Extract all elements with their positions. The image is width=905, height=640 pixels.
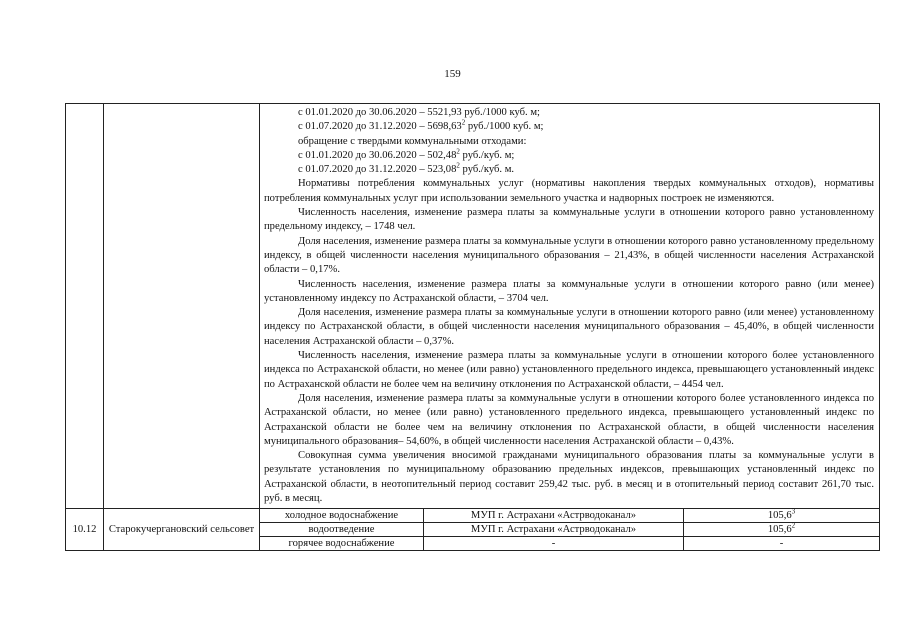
description-text bbox=[260, 104, 879, 508]
paragraph: Численность населения, изменение размера платы за коммунальные услуги в отношении которого более установленного индекса по Астраханской области, но менее (или равно) установленного предельного индекса, превышающего установленный индекс по Астраханской области не более чем на величину отклонения по Астраханской области, – 4454 чел. bbox=[264, 350, 875, 390]
tariff-line: с 01.01.2020 до 30.06.2020 – 5521,93 руб./1000 куб. м; bbox=[298, 107, 540, 118]
table-row bbox=[66, 509, 880, 523]
cell-empty-name bbox=[104, 104, 260, 509]
index-value: 105,6$^2$ bbox=[684, 523, 880, 537]
index-value: - bbox=[684, 537, 880, 551]
provider-name: МУП г. Астрахани «Астрводоканал» bbox=[424, 523, 684, 537]
page-number: 159 bbox=[444, 68, 461, 80]
index-value: 105,6$^3$ bbox=[684, 509, 880, 523]
utility-table bbox=[65, 103, 880, 551]
tariff-line: с 01.01.2020 до 30.06.2020 – 502,48$^2$ руб./куб. м; bbox=[298, 147, 515, 161]
paragraph: Доля населения, изменение размера платы за коммунальные услуги в отношении которого равно (или менее) установленному индексу по Астраханской области, в общей численности населения муниципального образования – 45,40%, в общей численности населения Астраханской области – 0,37%. bbox=[264, 307, 875, 347]
municipality-name: Старокучергановский сельсовет bbox=[104, 509, 260, 551]
service-name: холодное водоснабжение bbox=[260, 509, 424, 523]
cell-description bbox=[260, 104, 880, 509]
paragraph: Нормативы потребления коммунальных услуг (нормативы накопления твердых коммунальных отходов), нормативы потребления коммунальных услуг при использовании земельного участка и надворных построек не изменяются. bbox=[264, 178, 875, 204]
tariff-line: с 01.07.2020 до 31.12.2020 – 523,08$^2$ руб./куб. м. bbox=[298, 161, 515, 176]
paragraph: Численность населения, изменение размера платы за коммунальные услуги в отношении которого равно (или менее) установленному индексу по Астраханской области, – 3704 чел. bbox=[264, 278, 875, 304]
row-number: 10.12 bbox=[66, 509, 104, 551]
paragraph: Доля населения, изменение размера платы за коммунальные услуги в отношении которого более установленного индекса по Астраханской области, но менее (или равно) установленного предельного индекса, превышающего установленный индекс по Астраханской области не более чем на величину отклонения по Астраханской области, в общей численности населения муниципального образования– 54,60%, в общей численности населения Астраханской области – 0,43%. bbox=[264, 392, 875, 447]
cell-empty-num bbox=[66, 104, 104, 509]
service-name: водоотведение bbox=[260, 523, 424, 537]
tariff-line: с 01.07.2020 до 31.12.2020 – 5698,63$^2$ руб./1000 куб. м; bbox=[298, 118, 544, 133]
table-row-continuation bbox=[66, 104, 880, 509]
provider-name: - bbox=[424, 537, 684, 551]
service-name: горячее водоснабжение bbox=[260, 537, 424, 551]
provider-name: МУП г. Астрахани «Астрводоканал» bbox=[424, 509, 684, 523]
paragraph: Совокупная сумма увеличения вносимой гражданами муниципального образования платы за коммунальные услуги в результате установления по муниципальному образованию предельных индексов, превышающих установленный индекс по Астраханской области, в неотопительный период составит 259,42 тыс. руб. в месяц и в отопительный период составит 261,70 тыс. руб. в месяц. bbox=[264, 450, 875, 505]
paragraph: Численность населения, изменение размера платы за коммунальные услуги в отношении которого равно установленному предельному индексу, – 1748 чел. bbox=[264, 207, 875, 233]
tariff-line: обращение с твердыми коммунальными отходами: bbox=[298, 135, 527, 147]
paragraph: Доля населения, изменение размера платы за коммунальные услуги в отношении которого равно установленному предельному индексу, в общей численности населения муниципального образования – 21,43%, в общей численности населения Астраханской области – 0,17%. bbox=[264, 235, 875, 276]
